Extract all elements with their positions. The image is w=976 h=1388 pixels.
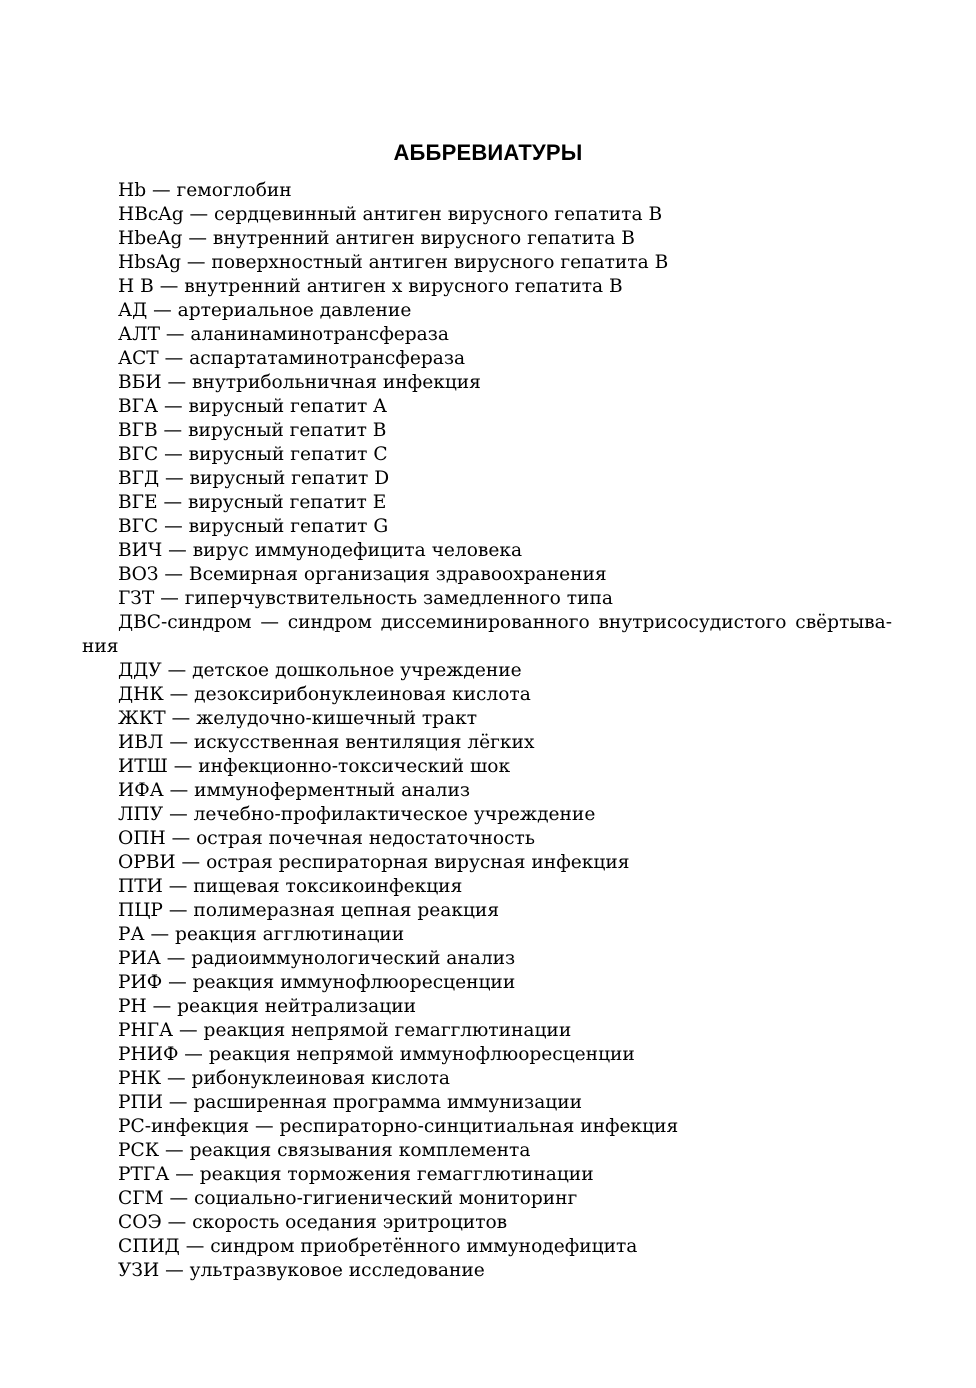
definition: вирусный гепатит D	[189, 468, 390, 489]
list-item	[82, 563, 892, 587]
abbreviation: ИТШ	[118, 756, 168, 777]
list-item	[82, 467, 892, 491]
list-item	[82, 227, 892, 251]
separator: —	[157, 420, 189, 441]
list-item	[82, 755, 892, 779]
abbreviation: РНИФ	[118, 1044, 179, 1065]
definition: реакция торможения гемагглютинации	[199, 1164, 594, 1185]
separator: —	[249, 1116, 280, 1137]
definition: реакция непрямой гемагглютинации	[203, 1020, 572, 1041]
list-item	[82, 1163, 892, 1187]
list-item	[82, 971, 892, 995]
list-item	[82, 683, 892, 707]
list-item	[82, 1211, 892, 1235]
definition: сердцевинный антиген вирусного гепатита B	[214, 204, 663, 225]
abbreviation: ВГА	[118, 396, 159, 417]
list-item	[82, 347, 892, 371]
separator: —	[162, 540, 193, 561]
separator: —	[161, 1068, 192, 1089]
list-item	[82, 1019, 892, 1043]
list-item	[82, 1235, 892, 1259]
separator: —	[183, 204, 215, 225]
abbreviation: РИФ	[118, 972, 163, 993]
abbreviation: ДНК	[118, 684, 164, 705]
abbreviation: Н В	[118, 276, 154, 297]
separator: —	[162, 876, 194, 897]
definition: синдром приобретённого иммунодефицита	[210, 1236, 638, 1257]
list-item	[82, 299, 892, 323]
separator: —	[158, 564, 189, 585]
abbreviation: РНК	[118, 1068, 162, 1089]
definition: Всемирная организация здравоохранения	[188, 564, 607, 585]
list-item	[82, 395, 892, 419]
abbreviation: ИФА	[118, 780, 164, 801]
abbreviation: СПИД	[118, 1236, 180, 1257]
definition: вирусный гепатит G	[188, 516, 389, 537]
list-item	[82, 899, 892, 923]
abbreviation: Hb	[118, 180, 147, 201]
separator: —	[158, 516, 189, 537]
abbreviation: РН	[118, 996, 147, 1017]
abbreviation: РПИ	[118, 1092, 163, 1113]
definition: реакция непрямой иммунофлюоресценции	[208, 1044, 635, 1065]
definition: инфекционно-токсический шок	[198, 756, 511, 777]
abbreviation: ОРВИ	[118, 852, 176, 873]
list-item	[82, 251, 892, 275]
separator: —	[178, 1044, 209, 1065]
abbreviation: РИА	[118, 948, 161, 969]
abbreviation: ВГД	[118, 468, 160, 489]
separator: —	[161, 660, 193, 681]
separator: —	[160, 948, 192, 969]
abbreviation: АСТ	[118, 348, 159, 369]
list-item	[82, 539, 892, 563]
separator: —	[158, 444, 189, 465]
list-item	[82, 587, 892, 611]
separator: —	[173, 1020, 204, 1041]
list-item	[82, 371, 892, 395]
abbreviation: HbeAg	[118, 228, 183, 249]
separator: —	[146, 996, 178, 1017]
definition: внутренний антиген вирусного гепатита B	[212, 228, 635, 249]
separator: —	[147, 300, 178, 321]
list-item	[82, 1115, 892, 1139]
list-item	[82, 731, 892, 755]
abbreviation: ИВЛ	[118, 732, 164, 753]
abbreviation: ОПН	[118, 828, 166, 849]
list-item	[82, 1043, 892, 1067]
separator: —	[163, 684, 195, 705]
separator: —	[161, 1212, 193, 1233]
definition: рибонуклеиновая кислота	[191, 1068, 450, 1089]
separator: —	[144, 924, 176, 945]
definition: вирусный гепатит C	[188, 444, 388, 465]
separator: —	[163, 780, 195, 801]
definition: внутренний антиген х вирусного гепатита B	[184, 276, 623, 297]
definition: гемоглобин	[176, 180, 292, 201]
definition: скорость оседания эритроцитов	[192, 1212, 508, 1233]
list-item	[82, 659, 892, 683]
separator: —	[165, 708, 197, 729]
definition: желудочно-кишечный тракт	[196, 708, 478, 729]
definition: острая респираторная вирусная инфекция	[206, 852, 630, 873]
list-item	[82, 1259, 892, 1283]
definition: вирусный гепатит B	[188, 420, 387, 441]
page-title: АББРЕВИАТУРЫ	[393, 140, 583, 165]
separator: —	[163, 732, 194, 753]
definition: вирусный гепатит E	[187, 492, 387, 513]
definition: социально-гигиенический мониторинг	[194, 1188, 578, 1209]
abbreviation: HbsAg	[118, 252, 181, 273]
separator: —	[163, 1188, 194, 1209]
abbreviation: РТГА	[118, 1164, 170, 1185]
definition: аланинаминотрансфераза	[190, 324, 449, 345]
abbreviation: HBcAg	[118, 204, 184, 225]
separator: —	[251, 612, 288, 633]
definition: синдром диссеминированного внутрисосудистого свёртыва-​ния	[82, 612, 892, 657]
definition: гиперчувствительность замедленного типа	[184, 588, 613, 609]
definition: аспартатаминотрансфераза	[189, 348, 466, 369]
separator: —	[158, 396, 189, 417]
separator: —	[162, 900, 194, 921]
abbreviation: ДВС-синдром	[118, 612, 252, 633]
separator: —	[159, 1260, 190, 1281]
separator: —	[182, 228, 213, 249]
definition: полимеразная цепная реакция	[193, 900, 500, 921]
abbreviation: РСК	[118, 1140, 160, 1161]
abbreviation: ВГВ	[118, 420, 158, 441]
list-item	[82, 443, 892, 467]
separator: —	[179, 1236, 211, 1257]
abbreviation: УЗИ	[118, 1260, 160, 1281]
separator: —	[160, 324, 191, 345]
abbreviation: РС-инфекция	[118, 1116, 250, 1137]
abbreviation-list	[82, 179, 892, 1283]
abbreviation: ВИЧ	[118, 540, 163, 561]
list-item	[82, 1091, 892, 1115]
abbreviation: ГЗТ	[118, 588, 155, 609]
abbreviation: ДДУ	[118, 660, 162, 681]
abbreviation: РНГА	[118, 1020, 174, 1041]
definition: внутрибольничная инфекция	[191, 372, 481, 393]
separator: —	[169, 1164, 200, 1185]
abbreviation: СГМ	[118, 1188, 164, 1209]
definition: иммуноферментный анализ	[194, 780, 471, 801]
list-item	[82, 803, 892, 827]
definition: дезоксирибонуклеиновая кислота	[194, 684, 531, 705]
separator: —	[162, 972, 193, 993]
separator: —	[161, 372, 192, 393]
list-item	[82, 1187, 892, 1211]
separator: —	[159, 468, 190, 489]
definition: пищевая токсикоинфекция	[193, 876, 463, 897]
separator: —	[159, 1140, 190, 1161]
separator: —	[154, 588, 185, 609]
separator: —	[153, 276, 185, 297]
list-item	[82, 779, 892, 803]
definition: вирус иммунодефицита человека	[192, 540, 523, 561]
abbreviation: ЖКТ	[118, 708, 166, 729]
list-item	[82, 827, 892, 851]
list-item	[82, 179, 892, 203]
definition: искусственная вентиляция лёгких	[193, 732, 535, 753]
abbreviation: ЛПУ	[118, 804, 164, 825]
definition: расширенная программа иммунизации	[193, 1092, 583, 1113]
abbreviation: РА	[118, 924, 145, 945]
separator: —	[158, 348, 190, 369]
definition: реакция агглютинации	[175, 924, 405, 945]
list-item	[82, 707, 892, 731]
separator: —	[175, 852, 207, 873]
list-item	[82, 419, 892, 443]
separator: —	[162, 1092, 194, 1113]
list-item	[82, 611, 892, 659]
definition: реакция связывания комплемента	[189, 1140, 531, 1161]
separator: —	[167, 756, 199, 777]
abbreviation: ПЦР	[118, 900, 163, 921]
definition: лечебно-профилактическое учреждение	[193, 804, 596, 825]
separator: —	[157, 492, 188, 513]
separator: —	[146, 180, 177, 201]
list-item	[82, 995, 892, 1019]
abbreviation: ВГС	[118, 444, 159, 465]
list-item	[82, 203, 892, 227]
list-item	[82, 491, 892, 515]
separator: —	[181, 252, 212, 273]
list-item	[82, 851, 892, 875]
separator: —	[163, 804, 194, 825]
list-item	[82, 1139, 892, 1163]
abbreviation: ВГС	[118, 516, 159, 537]
abbreviation: ВГЕ	[118, 492, 158, 513]
abbreviation: ВБИ	[118, 372, 162, 393]
separator: —	[165, 828, 197, 849]
definition: респираторно-синцитиальная инфекция	[279, 1116, 679, 1137]
definition: реакция иммунофлюоресценции	[192, 972, 516, 993]
definition: поверхностный антиген вирусного гепатита B	[211, 252, 669, 273]
definition: детское дошкольное учреждение	[192, 660, 522, 681]
definition: вирусный гепатит A	[188, 396, 387, 417]
definition: артериальное давление	[177, 300, 412, 321]
list-item	[82, 323, 892, 347]
abbreviation: АЛТ	[118, 324, 160, 345]
list-item	[82, 275, 892, 299]
definition: ультразвуковое исследование	[189, 1260, 485, 1281]
abbreviation: ПТИ	[118, 876, 163, 897]
definition: острая почечная недостаточность	[196, 828, 535, 849]
list-item	[82, 947, 892, 971]
abbreviation: АД	[118, 300, 148, 321]
abbreviation: ВОЗ	[118, 564, 159, 585]
list-item	[82, 923, 892, 947]
abbreviation: СОЭ	[118, 1212, 162, 1233]
definition: радиоиммунологический анализ	[191, 948, 516, 969]
list-item	[82, 1067, 892, 1091]
list-item	[82, 875, 892, 899]
definition: реакция нейтрализации	[177, 996, 416, 1017]
list-item	[82, 515, 892, 539]
